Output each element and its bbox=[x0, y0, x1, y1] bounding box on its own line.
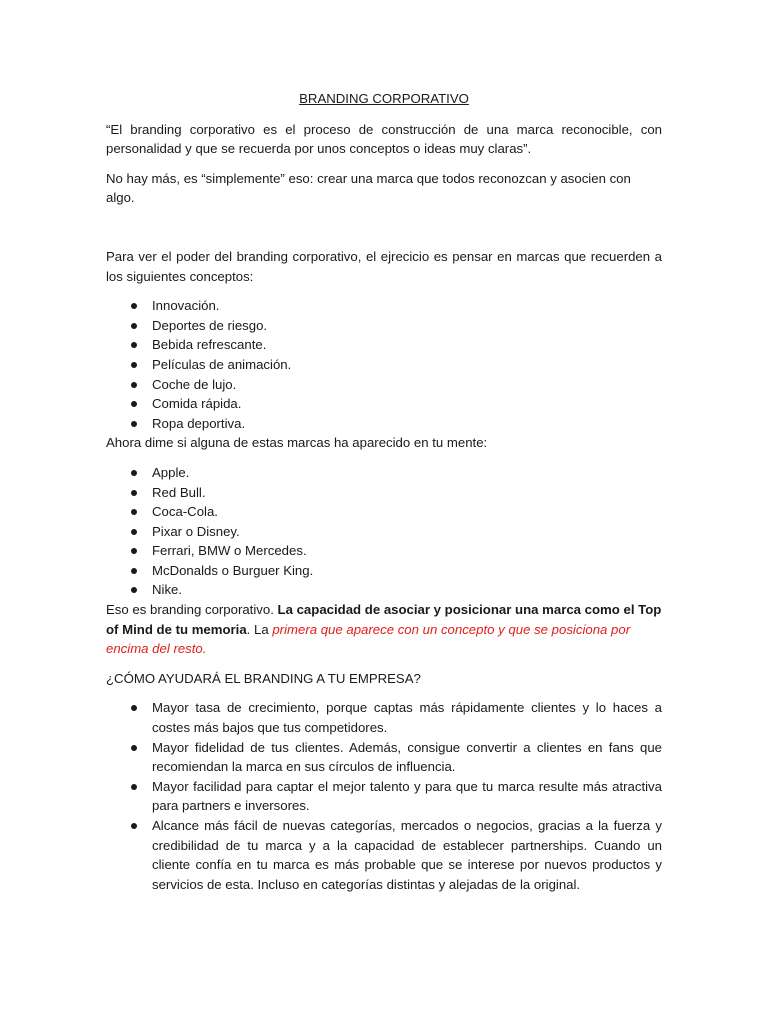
list-item: Películas de animación. bbox=[106, 355, 662, 375]
document-title: BRANDING CORPORATIVO bbox=[299, 91, 469, 106]
brands-list bbox=[106, 463, 662, 600]
conclusion-paragraph bbox=[106, 600, 662, 659]
list-item: Ferrari, BMW o Mercedes. bbox=[106, 541, 662, 561]
como-heading: ¿CÓMO AYUDARÁ EL BRANDING A TU EMPRESA? bbox=[106, 670, 421, 686]
list-item: Deportes de riesgo. bbox=[106, 316, 662, 336]
list-item: Ropa deportiva. bbox=[106, 414, 662, 434]
concepts-list bbox=[106, 296, 662, 433]
list-item: Mayor facilidad para captar el mejor talento y para que tu marca resulte más atractiva para partners e inversores. bbox=[106, 777, 662, 816]
document-body bbox=[106, 89, 662, 894]
conclusion-highlight: primera que aparece con un concepto y que se posiciona por encima del resto. bbox=[106, 621, 631, 657]
list-item: Apple. bbox=[106, 463, 662, 483]
ahora-paragraph: Ahora dime si alguna de estas marcas ha aparecido en tu mente: bbox=[106, 435, 488, 451]
list-item: Mayor fidelidad de tus clientes. Además, consigue convertir a clientes en fans que recomiendan la marca en sus círculos de influencia. bbox=[106, 738, 662, 777]
list-item: Coca-Cola. bbox=[106, 502, 662, 522]
list-item: Bebida refrescante. bbox=[106, 335, 662, 355]
list-item: Innovación. bbox=[106, 296, 662, 316]
no-hay-mas-paragraph: No hay más, es “simplemente” eso: crear una marca que todos reconozcan y asocien con algo. bbox=[106, 170, 631, 206]
list-item: Coche de lujo. bbox=[106, 375, 662, 395]
list-item: Mayor tasa de crecimiento, porque captas más rápidamente clientes y lo haces a costes más bajos que tus competidores. bbox=[106, 698, 662, 737]
list-item: Alcance más fácil de nuevas categorías, mercados o negocios, gracias a la fuerza y credibilidad de tu marca y a la capacidad de establecer partnerships. Cuando un cliente confía en tu marca es más probable que se interese por nuevos productos y servicios de esta. Incluso en categorías distintas y alejadas de la original. bbox=[106, 816, 662, 894]
list-item: Red Bull. bbox=[106, 483, 662, 503]
list-item: McDonalds o Burguer King. bbox=[106, 561, 662, 581]
list-item: Pixar o Disney. bbox=[106, 522, 662, 542]
conclusion-connector: . La bbox=[246, 621, 273, 637]
list-item: Nike. bbox=[106, 580, 662, 600]
definition-quote: “El branding corporativo es el proceso de construcción de una marca reconocible, con personalidad y que se recuerda por unos conceptos o ideas muy claras”. bbox=[106, 121, 662, 157]
benefits-list bbox=[106, 698, 662, 894]
intro-paragraph: Para ver el poder del branding corporativo, el ejrecicio es pensar en marcas que recuerden a los siguientes conceptos: bbox=[106, 248, 662, 284]
conclusion-lead: Eso es branding corporativo. bbox=[106, 602, 278, 618]
conclusion-bold-text: La capacidad de asociar y posicionar una marca como el Top of Mind de tu memoria bbox=[106, 602, 662, 637]
list-item: Comida rápida. bbox=[106, 394, 662, 414]
